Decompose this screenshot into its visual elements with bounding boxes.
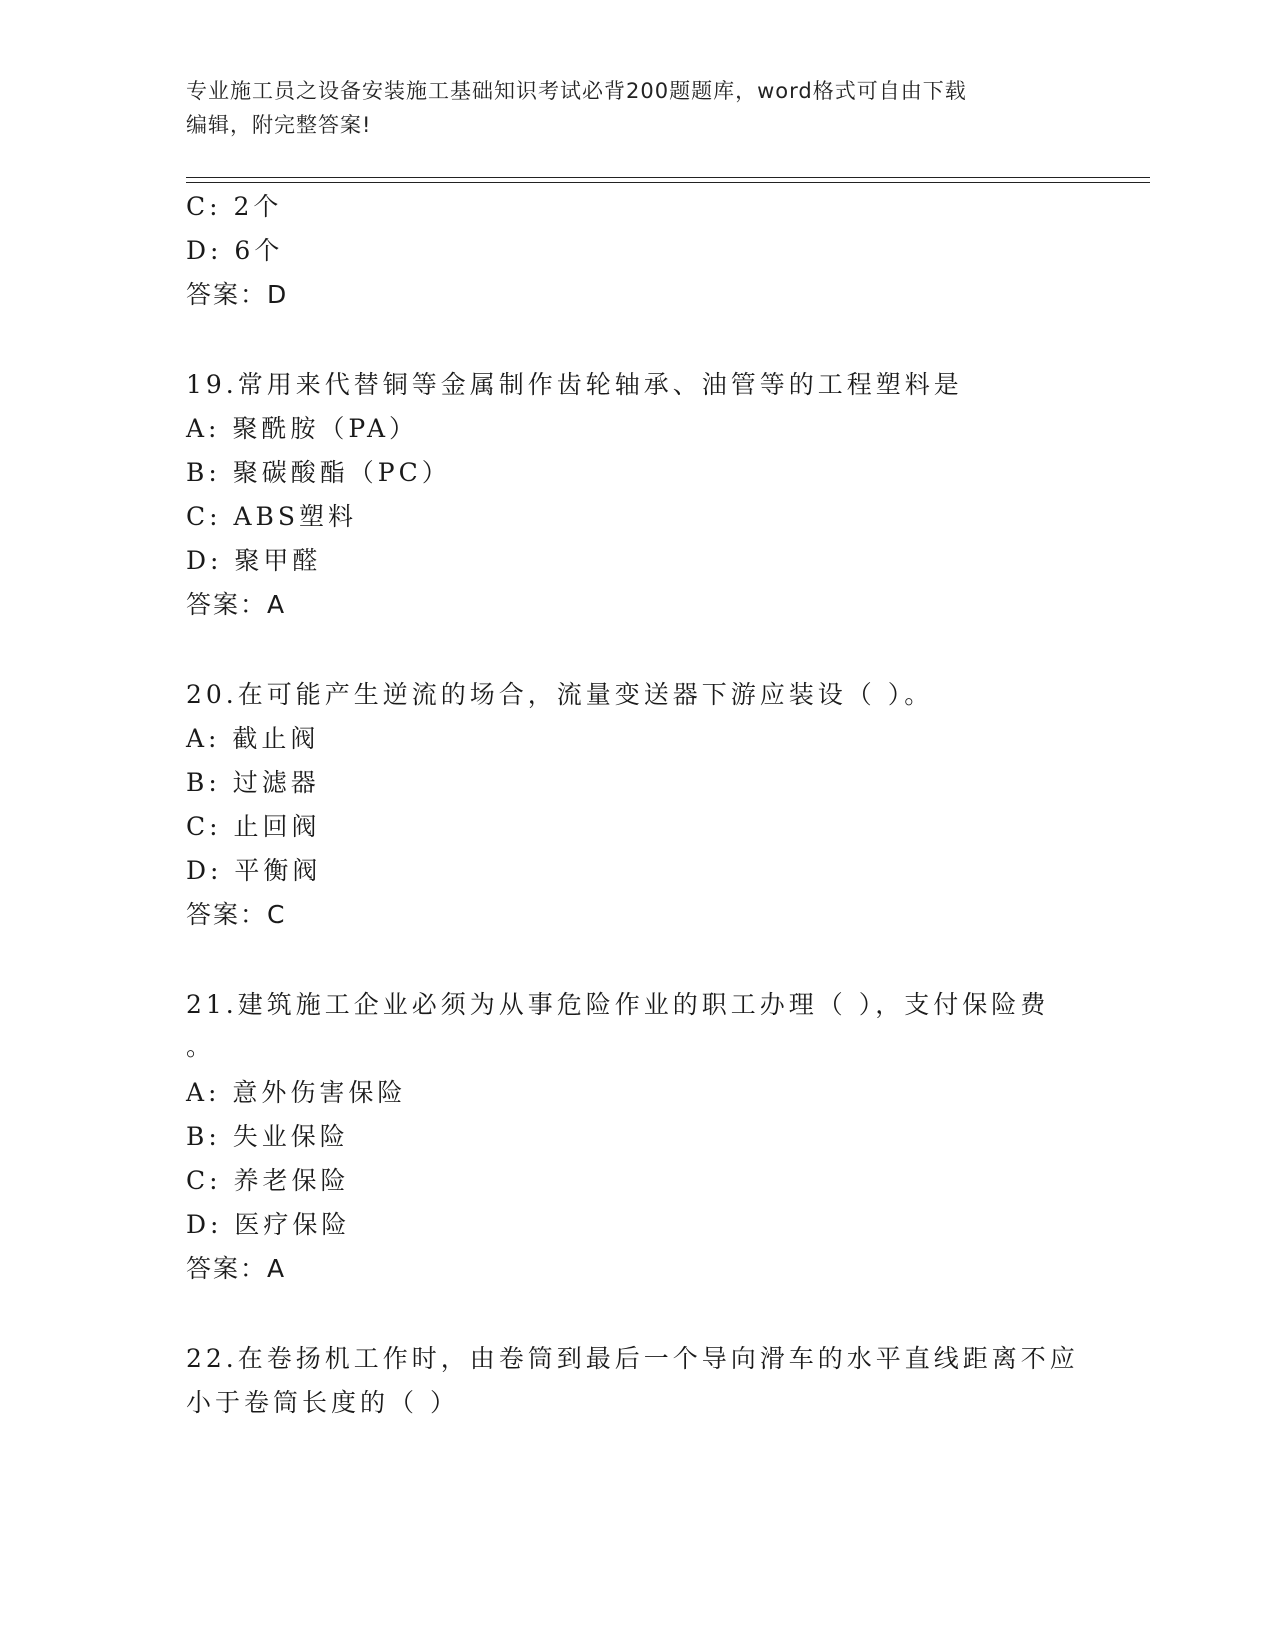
q21-stem: 21.建筑施工企业必须为从事危险作业的职工办理（ ），支付保险费 [186, 990, 1050, 1019]
q20-option-b: B: 过滤器 [186, 768, 320, 797]
q19-option-d: D: 聚甲醛 [186, 546, 322, 575]
q20-answer: 答案：C [186, 900, 287, 929]
prev-option-c: C: 2个 [186, 192, 283, 221]
q21-option-b: B: 失业保险 [186, 1122, 349, 1151]
q20-option-a: A: 截止阀 [186, 724, 320, 753]
q20-option-c: C: 止回阀 [186, 812, 321, 841]
q20-option-d: D: 平衡阀 [186, 856, 322, 885]
q20-stem: 20.在可能产生逆流的场合，流量变送器下游应装设（ ）。 [186, 680, 934, 709]
q19-stem: 19.常用来代替铜等金属制作齿轮轴承、油管等的工程塑料是 [186, 370, 963, 399]
q21-option-a: A: 意外伤害保险 [186, 1078, 407, 1107]
header-line-2: 编辑，附完整答案! [186, 113, 372, 137]
q21-option-c: C: 养老保险 [186, 1166, 350, 1195]
q22-stem-continuation: 小于卷筒长度的（ ） [186, 1388, 459, 1417]
header-divider-top [186, 177, 1150, 178]
prev-answer: 答案：D [186, 280, 289, 309]
q21-answer: 答案：A [186, 1254, 287, 1283]
q21-option-d: D: 医疗保险 [186, 1210, 351, 1239]
q19-answer: 答案：A [186, 590, 287, 619]
q19-option-c: C: ABS塑料 [186, 502, 358, 531]
q19-option-b: B: 聚碳酸酯（PC） [186, 458, 451, 487]
q19-option-a: A: 聚酰胺（PA） [186, 414, 419, 443]
q21-stem-continuation: 。 [186, 1032, 216, 1061]
document-header [186, 74, 1086, 142]
prev-option-d: D: 6个 [186, 236, 284, 265]
q22-stem: 22.在卷扬机工作时，由卷筒到最后一个导向滑车的水平直线距离不应 [186, 1344, 1079, 1373]
header-divider-bottom [186, 182, 1150, 183]
header-line-1: 专业施工员之设备安装施工基础知识考试必背200题题库，word格式可自由下载 [186, 79, 967, 103]
